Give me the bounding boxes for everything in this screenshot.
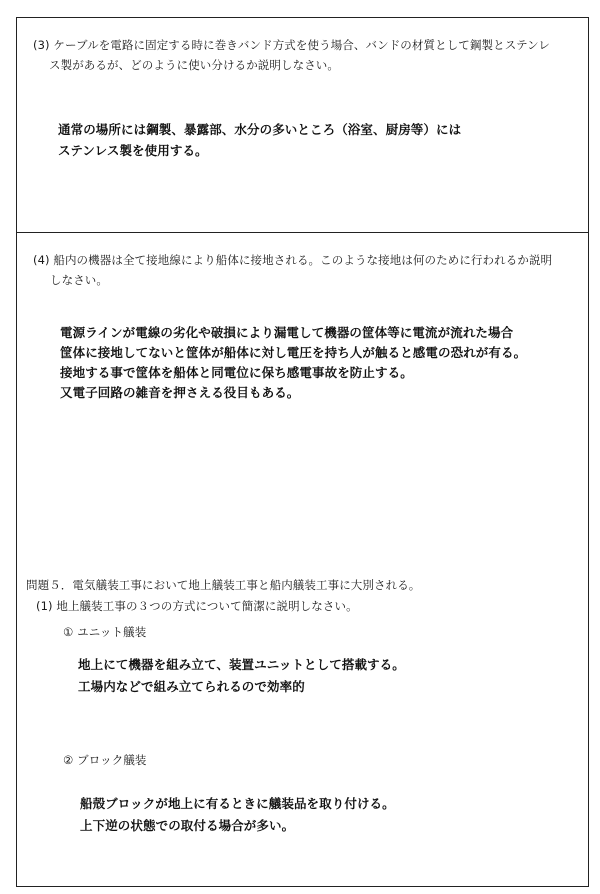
q4-text-line1: (4) 船内の機器は全て接地線により船体に接地される。このような接地は何のために行われるか説明 xyxy=(33,253,553,267)
q5-item2-label: ② ブロック艤装 xyxy=(63,753,147,767)
q5-heading: 問題５．電気艤装工事において地上艤装工事と船内艤装工事に大別される。 xyxy=(26,578,421,592)
section-divider-top xyxy=(17,232,588,233)
q5-item2-answer-line1: 船殻ブロックが地上に有るときに艤装品を取り付ける。 xyxy=(80,796,395,811)
q4-answer-line1: 電源ラインが電線の劣化や破損により漏電して機器の筐体等に電流が流れた場合 xyxy=(60,325,514,340)
q4-text-line2: しなさい。 xyxy=(50,273,108,287)
q5-item1-answer-line1: 地上にて機器を組み立て、装置ユニットとして搭載する。 xyxy=(78,657,405,672)
q5-sub1: (1) 地上艤装工事の３つの方式について簡潔に説明しなさい。 xyxy=(36,599,358,613)
q5-item1-answer-line2: 工場内などで組み立てられるので効率的 xyxy=(78,679,305,694)
q5-item2-answer-line2: 上下逆の状態での取付る場合が多い。 xyxy=(80,818,295,833)
q4-answer-line3: 接地する事で筐体を船体と同電位に保ち感電事故を防止する。 xyxy=(60,365,413,380)
q3-answer-line2: ステンレス製を使用する。 xyxy=(58,143,208,158)
q3-text-line1: (3) ケーブルを電路に固定する時に巻きバンド方式を使う場合、バンドの材質として鋼製とステンレ xyxy=(33,38,551,52)
q3-answer-line1: 通常の場所には鋼製、暴露部、水分の多いところ（浴室、厨房等）には xyxy=(58,122,462,137)
q3-text-line2: ス製があるが、どのように使い分けるか説明しなさい。 xyxy=(49,58,339,72)
q4-answer-line4: 又電子回路の雑音を押さえる役目もある。 xyxy=(60,385,300,400)
q4-answer-line2: 筐体に接地してないと筐体が船体に対し電圧を持ち人が触ると感電の恐れが有る。 xyxy=(60,345,527,360)
q5-item1-label: ① ユニット艤装 xyxy=(63,625,147,639)
